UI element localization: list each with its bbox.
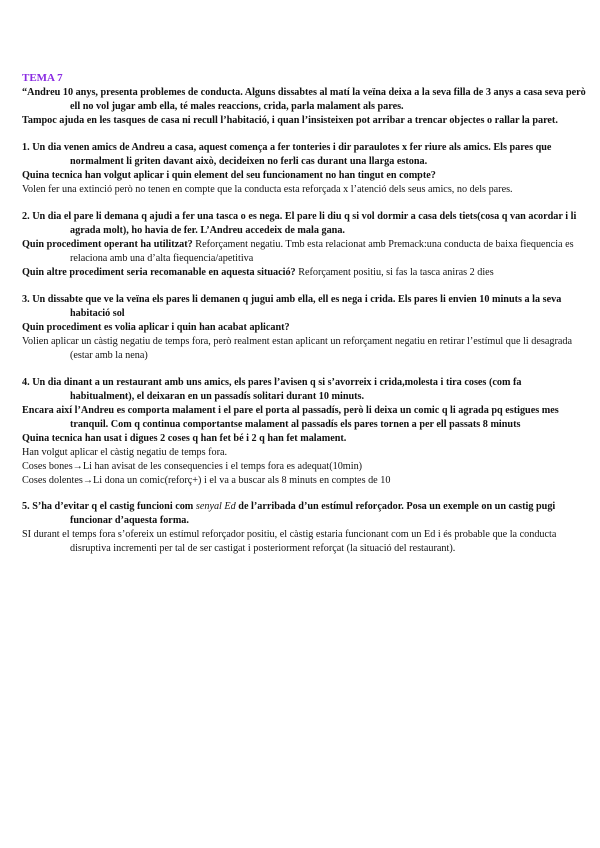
- question-5-part-b: de l’arribada d’un estímul reforçador. Posa un exemple on un castig pugi funcionar d’aquesta forma.: [70, 501, 556, 526]
- answer-5: SI durant el temps fora s’ofereix un estímul reforçador positiu, el càstig estaria funcionant com un Ed i és probable que la conducta disruptiva incrementi per tal de ser castigat i posteriorment reforçat (la situació del restaurant).: [22, 529, 557, 554]
- question-2-sub-1: Quin procediment operant ha utilitzat?: [22, 239, 193, 250]
- answer-4-line-3: Coses dolentes→Li dona un comic(reforç+) i el va a buscar als 8 minuts en comptes de 10: [22, 475, 391, 486]
- question-5-emphasis: senyal Ed: [195, 501, 236, 512]
- question-4-part-2: Encara així l’Andreu es comporta malament i el pare el porta al passadís, però li deixa un comic q li agrada pq estigues mes tranquil. Com q continua comportantse malament al passadís els pares tornen a per ell passats 8 minuts: [22, 405, 559, 430]
- question-5: [22, 500, 588, 528]
- answer-2a: Reforçament negatiu. Tmb esta relacionat amb Premack:una conducta de baixa fiequencia es relaciona amb una d’alta fiequencia/apetitiva: [70, 239, 574, 264]
- document-title: TEMA 7: [22, 72, 63, 84]
- answer-2b: Reforçament positiu, si fas la tasca aniras 2 dies: [295, 267, 494, 278]
- question-1: 1. Un dia venen amics de Andreu a casa, aquest comença a fer tonteries i dir paraulotes x fer riure als amics. Els pares que normalment li griten davant això, decideixen no ferli cas durant una llarga estona.: [22, 142, 552, 167]
- intro-paragraph-2: Tampoc ajuda en les tasques de casa ni recull l’habitació, i quan l’insisteixen pot arribar a trencar objectes o rallar la paret.: [22, 115, 558, 126]
- answer-2b-line: [22, 266, 588, 280]
- answer-4-line-1: Han volgut aplicar el càstig negatiu de temps fora.: [22, 447, 228, 458]
- answer-4-line-2: Coses bones→Li han avisat de les consequencies i el temps fora es adequat(10min): [22, 461, 363, 472]
- question-4-part-1: 4. Un dia dinant a un restaurant amb uns amics, els pares l’avisen q si s’avorreix i crida,molesta i tira coses (com fa habitualment), el deixaran en un passadís solitari durant 10 minuts.: [22, 377, 522, 402]
- question-3: 3. Un dissabte que ve la veïna els pares li demanen q jugui amb ella, ell es nega i crida. Els pares li envien 10 minuts a la seva habitació sol: [22, 294, 562, 319]
- answer-1: Volen fer una extinció però no tenen en compte que la conducta esta reforçada x l’atenció dels seus amics, no dels pares.: [22, 184, 513, 195]
- answer-2a-line: [22, 238, 588, 266]
- question-2: 2. Un dia el pare li demana q ajudi a fer una tasca o es nega. El pare li diu q si vol dormir a casa dels tiets(cosa q van acordar i li agrada molt), ho havia de fer. L’Andreu accedeix de mala gana.: [22, 211, 577, 236]
- document-page: [22, 72, 588, 556]
- intro-paragraph-1: “Andreu 10 anys, presenta problemes de conducta. Alguns dissabtes al matí la veïna deixa a la seva filla de 3 anys a casa seva però ell no vol jugar amb ella, té males reaccions, crida, parla malament als pares.: [22, 87, 586, 112]
- question-1-sub: Quina tecnica han volgut aplicar i quin element del seu funcionament no han tingut en compte?: [22, 170, 436, 181]
- question-4-sub: Quina tecnica han usat i digues 2 coses q han fet bé i 2 q han fet malament.: [22, 433, 347, 444]
- answer-3: Volien aplicar un càstig negatiu de temps fora, però realment estan aplicant un reforçament negatiu en retirar l’estímul que li desagrada (estar amb la nena): [22, 336, 572, 361]
- question-3-sub: Quin procediment es volia aplicar i quin han acabat aplicant?: [22, 322, 290, 333]
- question-5-part-a: 5. S’ha d’evitar q el castig funcioni com: [22, 501, 196, 512]
- question-2-sub-2: Quin altre procediment seria recomanable en aquesta situació?: [22, 267, 296, 278]
